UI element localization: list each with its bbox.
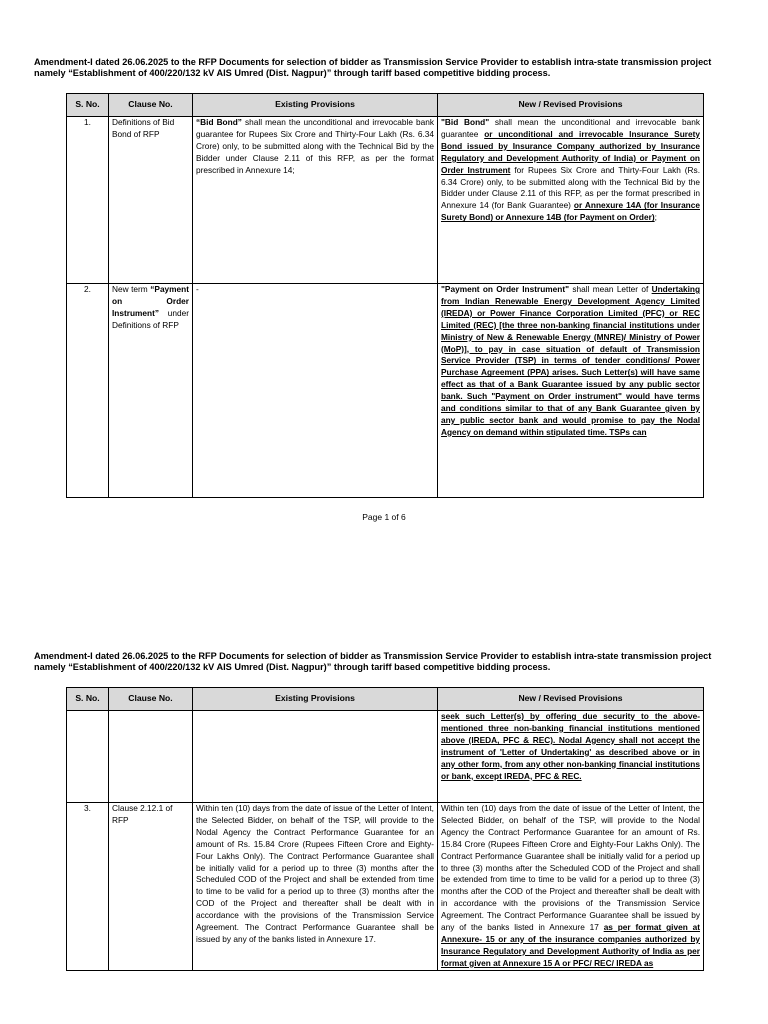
page-2 (0, 596, 768, 1024)
col-header-revised: New / Revised Provisions (438, 688, 704, 711)
row-existing: Within ten (10) days from the date of issue of the Letter of Intent, the Selected Bidder, on behalf of the TSP, will provide to the Nodal Agency the Contract Performance Guarantee for an amount of Rs. 15.84 Crore (Rupees Fifteen Crore and Eighty-Four Lakhs Only). The Contract Performance Guarantee shall be initially valid for a period up to three (3) months after the Scheduled COD of the Project and shall be extended from time to time to be valid for a period up to three (3) months after the COD of the Project and thereafter shall be dealt with in accordance with the provisions of the Transmission Service Agreement. The Contract Performance Guarantee shall be issued by any of the banks listed in Annexure 17. (193, 803, 438, 971)
row-revised (438, 711, 704, 803)
col-header-clause: Clause No. (109, 94, 193, 117)
row-existing (193, 711, 438, 803)
row-existing: - (193, 284, 438, 498)
revised-text: shall mean Letter of (569, 284, 652, 294)
amendment-table (66, 93, 704, 498)
revised-underlined: or Annexure 14A (for Insurance Surety Bond) or Annexure 14B (for Payment on Order) (441, 200, 700, 223)
table-row (67, 803, 704, 971)
revised-underlined: Undertaking from Indian Renewable Energy Development Agency Limited (IREDA) or Power Finance Corporation Limited (PFC) or REC Limited (REC) [the three non-banking financial institutions under Ministry of New & Renewable Energy (MNRE)/ Ministry of Power (MoP)], to pay in case situation of default of Transmission Service Provider (TSP) in terms of tender conditions/ Power Purchase Agreement (PPA) arises. Such Letter(s) will have same effect as that of a Bank Guarantee issued by any public sector bank. Such "Payment on Order instrument" would have terms and conditions similar to that of any Bank Guarantee given by any public sector bank and would promise to pay the Nodal Agency on demand within stipulated time. TSPs can (441, 284, 701, 437)
col-header-sno: S. No. (67, 688, 109, 711)
amendment-table (66, 687, 704, 971)
row-revised (438, 803, 704, 971)
table-row (67, 284, 704, 498)
row-clause: Definitions of Bid Bond of RFP (109, 117, 193, 284)
col-header-sno: S. No. (67, 94, 109, 117)
col-header-revised: New / Revised Provisions (438, 94, 704, 117)
row-revised (438, 117, 704, 284)
term-bold: “Payment on Order Instrument” (112, 284, 189, 318)
row-sno: 3. (67, 803, 109, 971)
table-row (67, 711, 704, 803)
document-heading: Amendment-I dated 26.06.2025 to the RFP Documents for selection of bidder as Transmission Service Provider to establish intra-state transmission project namely “Establishment of 400/220/132 kV AIS Umred (Dist. Nagpur)” through tariff based competitive bidding process. (34, 651, 712, 672)
row-sno (67, 711, 109, 803)
page-footer: Page 1 of 6 (362, 512, 406, 522)
revised-text: for Rupees Six Crore and Thirty-Four Lakh (Rs. 6.34 Crore) only, to be submitted along with the Technical Bid by the Bidder under Clause 2.11 of this RFP, as per the format prescribed in Annexure 14 (for Bank Guarantee) (441, 164, 700, 211)
row-sno: 2. (67, 284, 109, 498)
existing-text: shall mean the unconditional and irrevocable bank guarantee for Rupees Six Crore and Thirty-Four Lakh (Rs. 6.34 Crore) only, to be submitted along with the Technical Bid by the Bidder under Clause 2.11 of this RFP, as per the format prescribed in Annexure 14; (196, 117, 434, 175)
revised-underlined: seek such Letter(s) by offering due security to the above-mentioned three non-banking financial institutions mentioned above (IREDA, PFC & REC). Nodal Agency shall not accept the instrument of 'Letter of Undertaking' as described above or in any other form, from any other non-banking financial institutions or bank, except IREDA, PFC & REC. (441, 711, 700, 781)
table-header-row (67, 688, 704, 711)
col-header-existing: Existing Provisions (193, 94, 438, 117)
row-existing (193, 117, 438, 284)
clause-text: under Definitions of RFP (112, 307, 189, 330)
row-clause (109, 711, 193, 803)
row-sno: 1. (67, 117, 109, 284)
document-heading: Amendment-I dated 26.06.2025 to the RFP Documents for selection of bidder as Transmission Service Provider to establish intra-state transmission project namely “Establishment of 400/220/132 kV AIS Umred (Dist. Nagpur)” through tariff based competitive bidding process. (34, 57, 712, 78)
revised-underlined: or unconditional and irrevocable Insurance Surety Bond issued by Insurance Company authorized by Insurance Regulatory and Development Authority of India) or Payment on Order Instrument (441, 128, 700, 175)
table-row (67, 117, 704, 284)
term-bold: “Bid Bond” (196, 117, 242, 127)
row-clause: Clause 2.12.1 of RFP (109, 803, 193, 971)
revised-text: ; (654, 212, 657, 223)
col-header-clause: Clause No. (109, 688, 193, 711)
revised-text: shall mean the unconditional and irrevocable bank guarantee (441, 117, 700, 139)
row-revised (438, 284, 704, 498)
revised-underlined: as per format given at Annexure- 15 or any of the insurance companies authorized by Insurance Regulatory and Development Authority of India as per format given at Annexure 15 A or PFC/ REC/ IREDA as (441, 922, 700, 968)
revised-text: Within ten (10) days from the date of issue of the Letter of Intent, the Selected Bidder, on behalf of the TSP, will provide to the Nodal Agency the Contract Performance Guarantee for an amount of Rs. 15.84 Crore (Rupees Fifteen Crore and Eighty-Four Lakhs Only). The Contract Performance Guarantee shall be initially valid for a period up to three (3) months after the Scheduled COD of the Project and shall be extended from time to time to be valid for a period up to three (3) months after the COD of the Project and thereafter shall be dealt with in accordance with the provisions of the Transmission Service Agreement. The Contract Performance Guarantee shall be issued by any of the banks listed in Annexure 17 (441, 803, 700, 933)
col-header-existing: Existing Provisions (193, 688, 438, 711)
clause-text: New term (112, 284, 151, 294)
term-bold: "Bid Bond" (441, 117, 490, 127)
row-clause (109, 284, 193, 498)
term-bold: "Payment on Order Instrument" (441, 284, 570, 294)
table-header-row (67, 94, 704, 117)
